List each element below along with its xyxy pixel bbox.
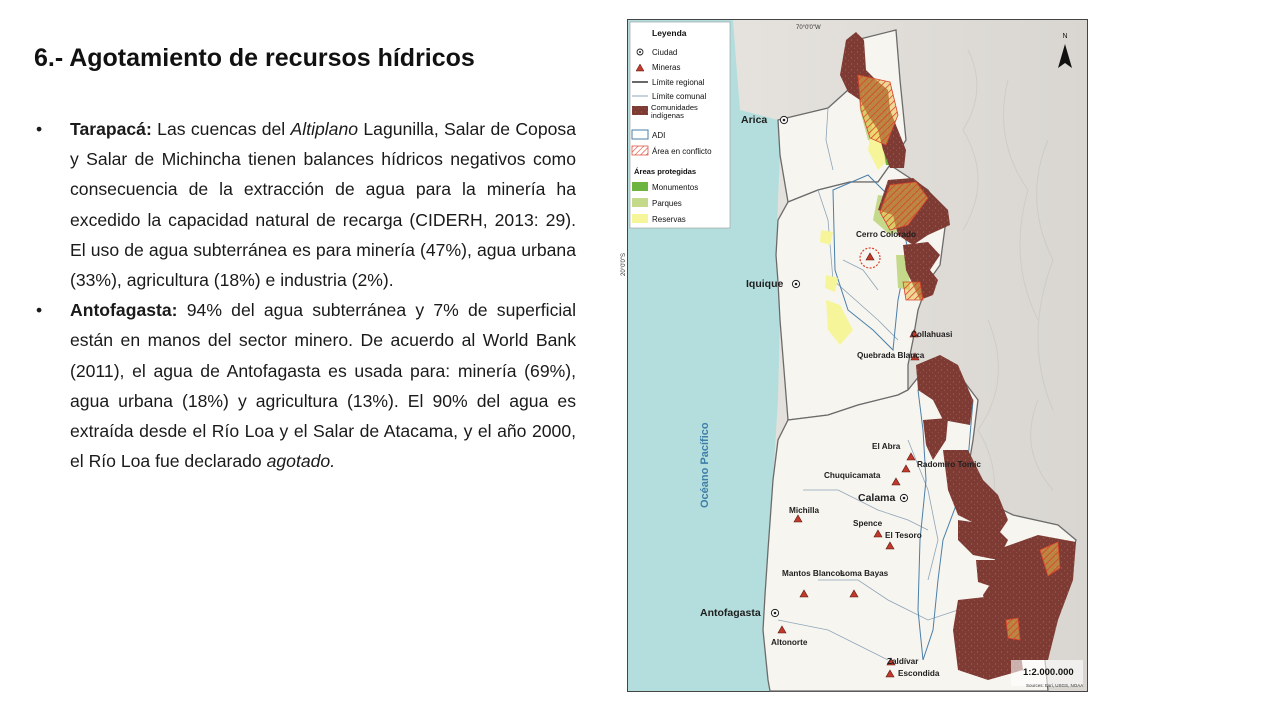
legend-protected-title: Áreas protegidas xyxy=(634,167,697,176)
bullet-tarapaca xyxy=(36,114,576,295)
legend-title: Leyenda xyxy=(652,28,687,38)
mine-label-quebrada-blanca: Quebrada Blanca xyxy=(857,351,925,360)
city-icon xyxy=(780,116,787,123)
legend-label: Límite regional xyxy=(652,78,705,87)
north-label: N xyxy=(1062,33,1068,40)
bullet-symbol: • xyxy=(36,119,43,139)
bullet-heading: Tarapacá: xyxy=(70,119,152,139)
bullet-text-italic: Altiplano xyxy=(290,119,359,139)
map-figure xyxy=(621,19,1088,692)
mine-label-chuquicamata: Chuquicamata xyxy=(824,471,881,480)
mine-label-zaldivar: Zaldívar xyxy=(887,657,919,666)
legend-label: Parques xyxy=(652,199,682,208)
mine-label-mantos-blancos: Mantos Blancos xyxy=(782,569,845,578)
ocean-label: Océano Pacífico xyxy=(699,422,711,508)
source-label: Sources: Esri, USGS, NOAA xyxy=(1026,683,1084,688)
legend-adi-swatch xyxy=(632,130,648,139)
legend-reserve-swatch xyxy=(632,214,648,223)
bullet-text: Las cuencas del xyxy=(151,119,291,139)
legend-city-icon xyxy=(637,49,643,55)
bullet-text: 94% del agua subterránea y 7% de superficial están en manos del sector minero. De acuerdo al World Bank (2011), el agua de Antofagasta es usada para: minería (69%), agua urbana (18%) y agricultura (13%). El 90% del agua es extraída desde el Río Loa y el Salar de Atacama, y el año 2000, el Río Loa fue declarado xyxy=(70,300,576,472)
bullet-symbol: • xyxy=(36,300,43,321)
legend-label: Mineras xyxy=(652,63,681,72)
mine-label-michilla: Michilla xyxy=(789,506,820,515)
scale-label: 1:2.000.000 xyxy=(1023,667,1074,678)
mine-label-radomiro-tomic: Radomiro Tomic xyxy=(917,460,981,469)
bullet-text-italic: agotado. xyxy=(266,451,336,472)
legend-conflict-swatch xyxy=(632,146,648,155)
city-label-antofagasta: Antofagasta xyxy=(700,607,761,619)
longitude-label: 70°0'0"W xyxy=(796,25,821,31)
bullet-text: Lagunilla, Salar de Coposa y Salar de Michincha tienen balances hídricos negativos como consecuencia de la extracción de agua para la minería ha excedido la capacidad natural de recarga (CIDERH, 2013: 29). El uso de agua subterránea es para minería (47%), agua urbana (33%), agricultura (18%) e industria (2%). xyxy=(70,119,576,291)
bullet-antofagasta xyxy=(36,295,576,476)
mine-label-escondida: Escondida xyxy=(898,669,940,678)
conflict-salar-coposa xyxy=(903,282,923,300)
legend-monument-swatch xyxy=(632,182,648,191)
bullet-list xyxy=(36,114,576,476)
city-icon xyxy=(792,280,799,287)
legend-label-wrap xyxy=(651,104,729,126)
legend-label: ADI xyxy=(652,131,666,140)
mine-label-loma-bayas: Loma Bayas xyxy=(840,569,889,578)
legend-indigenous-swatch xyxy=(632,106,648,115)
legend-label: Límite comunal xyxy=(652,92,707,101)
mine-label-spence: Spence xyxy=(853,519,883,528)
map-svg xyxy=(621,20,1087,691)
city-icon xyxy=(771,609,778,616)
latitude-label: 20°0'0"S xyxy=(621,252,627,276)
legend-label: Monumentos xyxy=(652,183,699,192)
city-label-iquique: Iquique xyxy=(746,278,784,290)
bullet-heading: Antofagasta: xyxy=(70,300,178,321)
mine-label-cerro-colorado: Cerro Colorado xyxy=(856,230,917,239)
mine-label-altonorte: Altonorte xyxy=(771,638,808,647)
city-icon xyxy=(900,494,907,501)
legend-label: Ciudad xyxy=(652,48,678,57)
legend-label: Área en conflicto xyxy=(652,147,712,156)
city-label-calama: Calama xyxy=(858,492,896,504)
map-legend xyxy=(630,22,730,228)
mine-label-el-abra: El Abra xyxy=(872,442,901,451)
legend-label: Comunidades indígenas xyxy=(651,103,698,121)
legend-label: Reservas xyxy=(652,215,686,224)
slide-title: 6.- Agotamiento de recursos hídricos xyxy=(34,44,475,72)
legend-park-swatch xyxy=(632,198,648,207)
mine-label-collahuasi: Collahuasi xyxy=(911,330,953,339)
mine-label-el-tesoro: El Tesoro xyxy=(885,531,922,540)
conflict-peine xyxy=(1006,618,1020,640)
city-label-arica: Arica xyxy=(741,114,768,126)
